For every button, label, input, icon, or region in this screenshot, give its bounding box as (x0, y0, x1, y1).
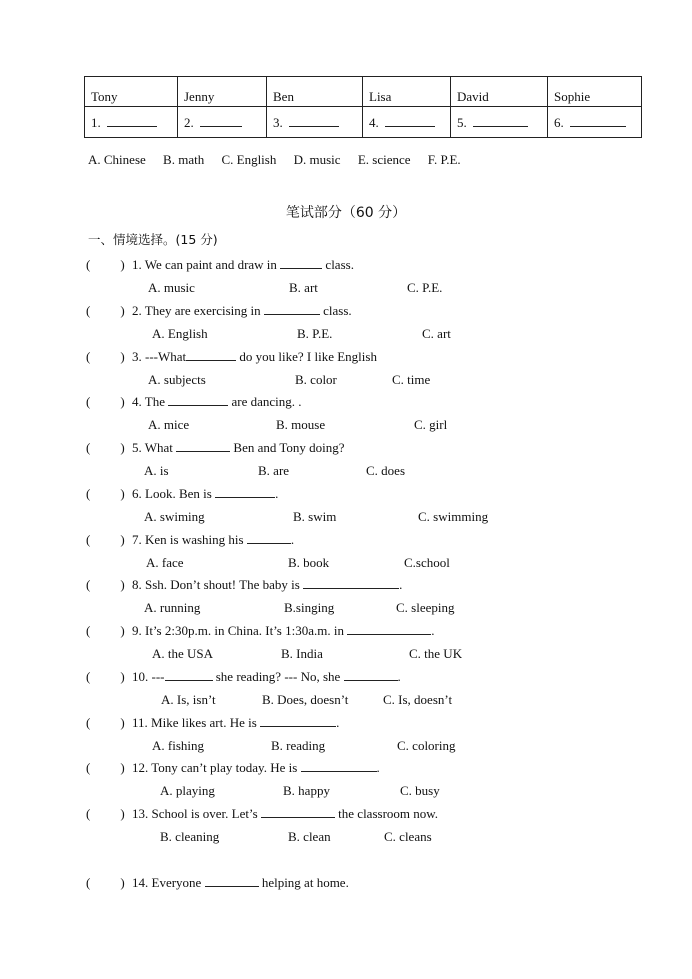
open-paren: ( (86, 715, 91, 730)
answer-parentheses[interactable] (86, 349, 132, 365)
answer-blank[interactable] (289, 114, 339, 127)
answer-parentheses[interactable] (86, 669, 132, 685)
close-paren: ) (120, 532, 125, 547)
answer-blank[interactable] (176, 440, 230, 452)
question-text: . (275, 486, 279, 501)
question-4-option-2: B. mouse (276, 417, 326, 432)
answer-cell[interactable] (85, 107, 178, 138)
answer-blank[interactable] (200, 114, 242, 127)
close-paren: ) (120, 257, 125, 272)
question-4-option-1: A. mice (148, 417, 190, 432)
question-10-option-3: C. Is, doesn’t (383, 692, 453, 707)
question-4-option-3: C. girl (414, 417, 448, 432)
question-text: . (397, 669, 401, 684)
question-5 (86, 440, 345, 456)
question-text: 10. --- (132, 669, 165, 684)
answer-parentheses[interactable] (86, 875, 132, 891)
answer-number: 2. (184, 114, 194, 130)
question-4 (86, 394, 302, 410)
answer-parentheses[interactable] (86, 715, 132, 731)
answer-blank[interactable] (107, 114, 157, 127)
answer-number: 6. (554, 114, 564, 130)
open-paren: ( (86, 806, 91, 821)
answer-parentheses[interactable] (86, 257, 132, 273)
answer-parentheses[interactable] (86, 394, 132, 410)
question-2-option-2: B. P.E. (297, 326, 333, 341)
open-paren: ( (86, 257, 91, 272)
answer-blank[interactable] (205, 875, 259, 887)
question-6-option-1: A. swiming (144, 509, 205, 524)
question-12-option-3: C. busy (400, 783, 440, 798)
answer-blank[interactable] (215, 486, 275, 498)
question-13 (86, 806, 438, 822)
answer-number: 1. (91, 114, 101, 130)
name-cell: Jenny (178, 77, 267, 107)
question-6-option-2: B. swim (293, 509, 337, 524)
answer-blank[interactable] (261, 806, 335, 818)
subject-option: C. English (221, 152, 277, 167)
close-paren: ) (120, 349, 125, 364)
answers-row (85, 107, 642, 138)
question-text: 12. Tony can’t play today. He is (132, 760, 301, 775)
answer-blank[interactable] (168, 394, 228, 406)
answer-cell[interactable] (548, 107, 642, 138)
question-text: 11. Mike likes art. He is (132, 715, 261, 730)
question-text: . (431, 623, 435, 638)
close-paren: ) (120, 394, 125, 409)
question-11-option-2: B. reading (271, 738, 326, 753)
answer-number: 3. (273, 114, 283, 130)
question-13-option-3: C. cleans (384, 829, 432, 844)
question-text: 13. School is over. Let’s (132, 806, 261, 821)
question-8-option-1: A. running (144, 600, 201, 615)
open-paren: ( (86, 349, 91, 364)
question-10-option-2: B. Does, doesn’t (262, 692, 349, 707)
question-7-option-2: B. book (288, 555, 330, 570)
question-text: class. (319, 303, 352, 318)
question-7-option-1: A. face (146, 555, 184, 570)
question-8-option-3: C. sleeping (396, 600, 455, 615)
question-12 (86, 760, 380, 776)
close-paren: ) (120, 715, 125, 730)
answer-parentheses[interactable] (86, 440, 132, 456)
answer-blank[interactable] (303, 577, 399, 589)
answer-cell[interactable] (178, 107, 267, 138)
names-table (84, 76, 642, 138)
open-paren: ( (86, 875, 91, 890)
question-12-option-2: B. happy (283, 783, 330, 798)
part-heading: 一、情境选择。(15 分) (88, 232, 218, 247)
close-paren: ) (120, 440, 125, 455)
answer-blank[interactable] (344, 669, 398, 681)
question-14 (86, 875, 349, 891)
answer-blank[interactable] (165, 669, 213, 681)
question-text: are dancing. . (228, 394, 302, 409)
question-8 (86, 577, 402, 593)
answer-blank[interactable] (570, 114, 626, 127)
question-3 (86, 349, 377, 365)
question-text: she reading? --- No, she (212, 669, 344, 684)
close-paren: ) (120, 875, 125, 890)
question-3-option-1: A. subjects (148, 372, 206, 387)
question-9 (86, 623, 434, 639)
answer-parentheses[interactable] (86, 486, 132, 502)
close-paren: ) (120, 806, 125, 821)
question-6 (86, 486, 278, 502)
question-1-option-1: A. music (148, 280, 195, 295)
subject-option: A. Chinese (88, 152, 146, 167)
answer-cell[interactable] (451, 107, 548, 138)
name-cell: Tony (85, 77, 178, 107)
question-12-option-1: A. playing (160, 783, 215, 798)
answer-parentheses[interactable] (86, 760, 132, 776)
subject-option: B. math (163, 152, 205, 167)
answer-blank[interactable] (280, 257, 322, 269)
open-paren: ( (86, 623, 91, 638)
close-paren: ) (120, 623, 125, 638)
question-7-option-3: C.school (404, 555, 450, 570)
subject-option: D. music (293, 152, 341, 167)
question-13-option-1: B. cleaning (160, 829, 220, 844)
question-text: 7. Ken is washing his (132, 532, 247, 547)
close-paren: ) (120, 669, 125, 684)
close-paren: ) (120, 303, 125, 318)
question-2-option-3: C. art (422, 326, 451, 341)
question-text: 5. What (132, 440, 177, 455)
answer-blank[interactable] (264, 303, 320, 315)
open-paren: ( (86, 440, 91, 455)
name-cell: Sophie (548, 77, 642, 107)
answer-parentheses[interactable] (86, 577, 132, 593)
name-cell: Lisa (363, 77, 451, 107)
question-5-option-1: A. is (144, 463, 169, 478)
question-1-option-2: B. art (289, 280, 318, 295)
question-9-option-1: A. the USA (152, 646, 214, 661)
question-text: 2. They are exercising in (132, 303, 264, 318)
answer-blank[interactable] (247, 532, 291, 544)
question-9-option-2: B. India (281, 646, 323, 661)
question-text: 8. Ssh. Don’t shout! The baby is (132, 577, 304, 592)
question-7 (86, 532, 294, 548)
section-title: 笔试部分（60 分） (285, 205, 407, 221)
open-paren: ( (86, 532, 91, 547)
question-11-option-3: C. coloring (397, 738, 456, 753)
answer-number: 5. (457, 114, 467, 130)
question-text: the classroom now. (334, 806, 439, 821)
question-1 (86, 257, 354, 273)
question-text: do you like? I like English (236, 349, 377, 364)
question-11-option-1: A. fishing (152, 738, 204, 753)
question-9-option-3: C. the UK (409, 646, 463, 661)
answer-cell[interactable] (363, 107, 451, 138)
question-text: 9. It’s 2:30p.m. in China. It’s 1:30a.m. in (132, 623, 348, 638)
question-5-option-3: C. does (366, 463, 405, 478)
answer-parentheses[interactable] (86, 806, 132, 822)
question-3-option-3: C. time (392, 372, 431, 387)
question-text: 1. We can paint and draw in (132, 257, 281, 272)
question-6-option-3: C. swimming (418, 509, 489, 524)
question-text: 14. Everyone (132, 875, 205, 890)
subject-options (88, 152, 475, 168)
question-8-option-2: B.singing (284, 600, 335, 615)
answer-parentheses[interactable] (86, 303, 132, 319)
question-text: . (376, 760, 380, 775)
close-paren: ) (120, 760, 125, 775)
question-text: . (399, 577, 403, 592)
question-3-option-2: B. color (295, 372, 337, 387)
open-paren: ( (86, 669, 91, 684)
question-10-option-1: A. Is, isn’t (161, 692, 216, 707)
question-text: 6. Look. Ben is (132, 486, 216, 501)
close-paren: ) (120, 577, 125, 592)
question-2 (86, 303, 352, 319)
answer-blank[interactable] (186, 349, 236, 361)
question-text: class. (322, 257, 354, 272)
subject-option: F. P.E. (427, 152, 461, 167)
close-paren: ) (120, 486, 125, 501)
answer-number: 4. (369, 114, 379, 130)
names-row (85, 77, 642, 107)
question-text: 4. The (132, 394, 169, 409)
answer-parentheses[interactable] (86, 623, 132, 639)
question-text: 3. ---What (132, 349, 187, 364)
open-paren: ( (86, 760, 91, 775)
open-paren: ( (86, 486, 91, 501)
answer-parentheses[interactable] (86, 532, 132, 548)
open-paren: ( (86, 394, 91, 409)
question-13-option-2: B. clean (288, 829, 331, 844)
answer-blank[interactable] (385, 114, 435, 127)
answer-blank[interactable] (301, 760, 377, 772)
question-text: helping at home. (258, 875, 349, 890)
question-10 (86, 669, 401, 685)
name-cell: Ben (267, 77, 363, 107)
open-paren: ( (86, 577, 91, 592)
question-1-option-3: C. P.E. (407, 280, 443, 295)
question-5-option-2: B. are (258, 463, 290, 478)
answer-cell[interactable] (267, 107, 363, 138)
answer-blank[interactable] (260, 715, 336, 727)
question-text: . (336, 715, 340, 730)
subject-option: E. science (357, 152, 411, 167)
question-text: . (290, 532, 295, 547)
answer-blank[interactable] (347, 623, 431, 635)
question-2-option-1: A. English (152, 326, 208, 341)
open-paren: ( (86, 303, 91, 318)
question-text: Ben and Tony doing? (230, 440, 345, 455)
answer-blank[interactable] (473, 114, 528, 127)
question-11 (86, 715, 339, 731)
name-cell: David (451, 77, 548, 107)
